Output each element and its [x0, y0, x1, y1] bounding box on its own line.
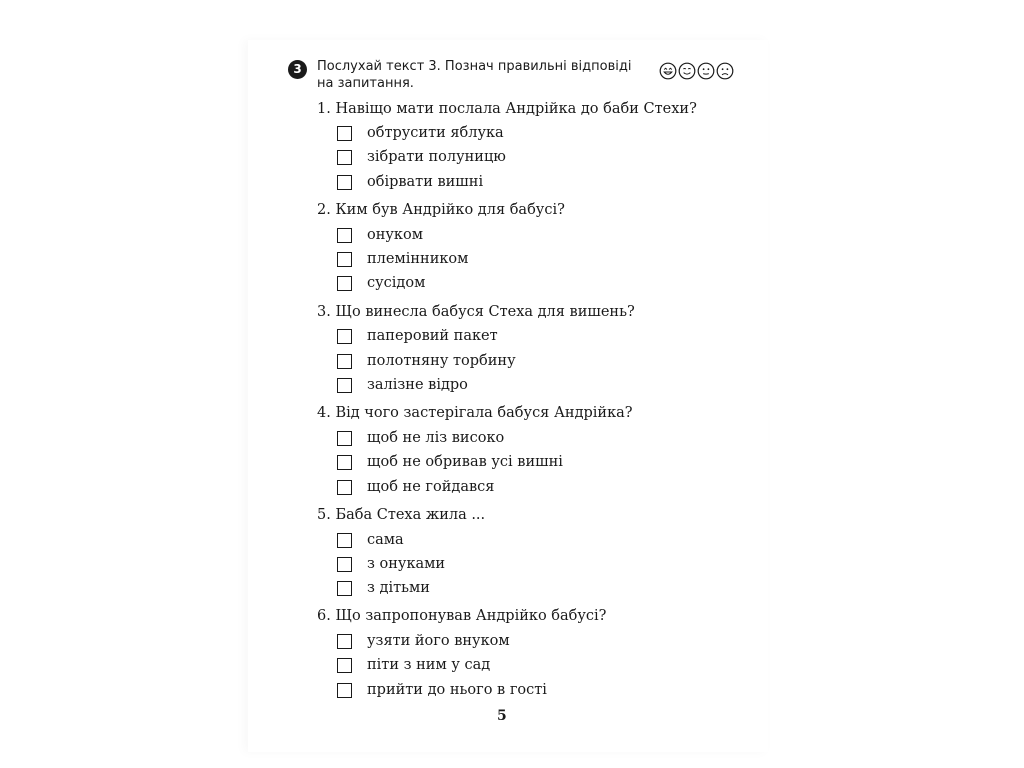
answer-label: обтрусити яблука [367, 125, 504, 141]
question-5: 5. Баба Стеха жила ... [317, 507, 486, 523]
answer-option [337, 530, 404, 550]
answer-label: з онуками [367, 556, 446, 572]
question-1: 1. Навіщо мати послала Андрійка до баби Стехи? [317, 101, 697, 117]
sad-face-icon[interactable] [716, 62, 734, 80]
answer-option [337, 249, 468, 269]
question-4: 4. Від чого застерігала бабуся Андрійка? [317, 405, 633, 421]
answer-option [337, 351, 516, 371]
answer-label: паперовий пакет [367, 328, 498, 344]
answer-checkbox[interactable] [337, 276, 352, 291]
answer-option [337, 655, 490, 675]
answer-checkbox[interactable] [337, 150, 352, 165]
answer-option [337, 631, 510, 651]
answer-label: сусідом [367, 275, 426, 291]
answer-label: племінником [367, 251, 469, 267]
answer-option [337, 452, 563, 472]
answer-option [337, 375, 468, 395]
answer-checkbox[interactable] [337, 480, 352, 495]
answer-option [337, 680, 547, 700]
answer-label: прийти до нього в гості [367, 682, 547, 698]
answer-label: узяти його внуком [367, 633, 510, 649]
task-instruction: Послухай текст 3. Познач правильні відповіді на запитання. [317, 59, 632, 91]
self-assessment-faces [659, 62, 734, 80]
answer-option [337, 147, 506, 167]
answer-option [337, 428, 504, 448]
neutral-face-icon[interactable] [697, 62, 715, 80]
answer-checkbox[interactable] [337, 431, 352, 446]
answer-option [337, 225, 423, 245]
answer-option [337, 326, 498, 346]
answer-label: щоб не обривав усі вишні [367, 454, 563, 470]
answer-label: онуком [367, 227, 423, 243]
answer-checkbox[interactable] [337, 126, 352, 141]
answer-checkbox[interactable] [337, 533, 352, 548]
answer-label: щоб не ліз високо [367, 430, 505, 446]
answer-checkbox[interactable] [337, 228, 352, 243]
answer-label: полотняну торбину [367, 353, 516, 369]
answer-option [337, 578, 430, 598]
answer-label: піти з ним у сад [367, 657, 491, 673]
answer-checkbox[interactable] [337, 354, 352, 369]
answer-label: залізне відро [367, 377, 468, 393]
answer-label: сама [367, 532, 404, 548]
question-6: 6. Що запропонував Андрійко бабусі? [317, 608, 607, 624]
answer-option [337, 554, 445, 574]
answer-label: щоб не гойдався [367, 479, 495, 495]
task-header [288, 58, 748, 94]
answer-checkbox[interactable] [337, 658, 352, 673]
page-number: 5 [497, 708, 507, 724]
answer-checkbox[interactable] [337, 683, 352, 698]
answer-checkbox[interactable] [337, 557, 352, 572]
answer-option [337, 477, 494, 497]
answer-option [337, 123, 504, 143]
answer-checkbox[interactable] [337, 581, 352, 596]
smiling-face-icon[interactable] [678, 62, 696, 80]
laughing-face-icon[interactable] [659, 62, 677, 80]
answer-checkbox[interactable] [337, 455, 352, 470]
answer-checkbox[interactable] [337, 329, 352, 344]
question-3: 3. Що винесла бабуся Стеха для вишень? [317, 304, 635, 320]
task-number-badge: 3 [288, 60, 307, 79]
answer-option [337, 273, 425, 293]
answer-checkbox[interactable] [337, 378, 352, 393]
answer-label: обірвати вишні [367, 174, 484, 190]
answer-option [337, 172, 483, 192]
answer-label: з дітьми [367, 580, 430, 596]
answer-label: зібрати полуницю [367, 149, 506, 165]
answer-checkbox[interactable] [337, 252, 352, 267]
answer-checkbox[interactable] [337, 175, 352, 190]
answer-checkbox[interactable] [337, 634, 352, 649]
question-2: 2. Ким був Андрійко для бабусі? [317, 202, 565, 218]
